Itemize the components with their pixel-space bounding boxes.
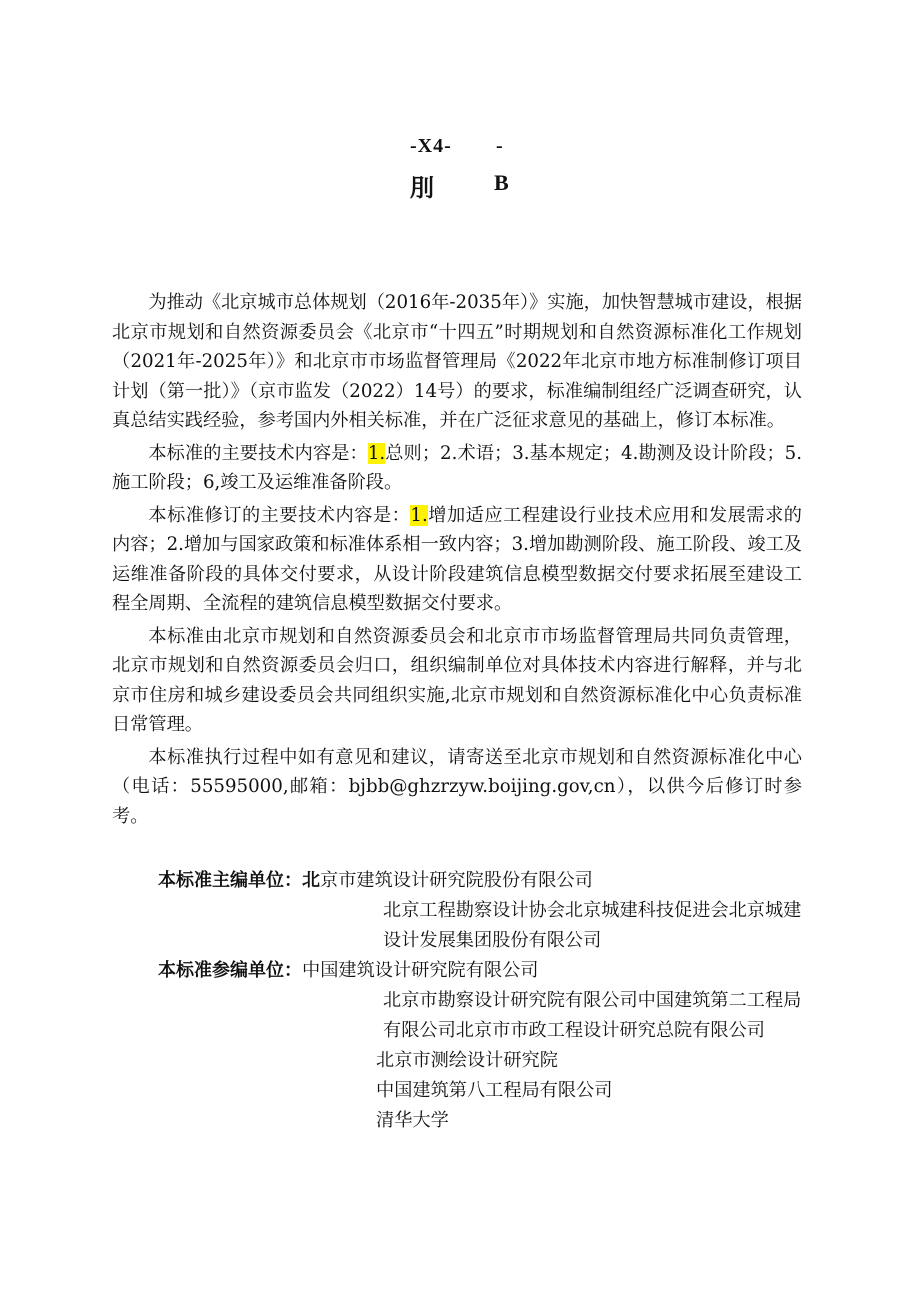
preface-title-left: 刖 [410, 173, 434, 202]
p3-rest: 增加适应工程建设行业技术应用和发展需求的内容；2.增加与国家政策和标准体系相一致内容；3.增加勘测阶段、施工阶段、竣工及运维准备阶段的具体交付要求，从设计阶段建筑信息模型数据交付要求拓展至建设工程全周期、全流程的建筑信息模型数据交付要求。 [112, 504, 802, 614]
p3-highlight: 1. [410, 504, 428, 526]
participating-unit-item: 中国建筑第八工程局有限公司 [376, 1080, 613, 1101]
chief-unit-more: 北京工程勘察设计协会北京城建科技促进会北京城建设计发展集团股份有限公司 [383, 900, 802, 951]
preface-paragraph-3 [112, 501, 802, 619]
page-code-dash: - [496, 135, 503, 157]
chief-unit-first-char: 北 [302, 870, 320, 891]
chief-unit-row [158, 866, 818, 896]
preface-paragraph-4: 本标准由北京市规划和自然资源委员会和北京市市场监督管理局共同负责管理，北京市规划和自然资源委员会归口，组织编制单位对具体技术内容进行解释，并与北京市住房和城乡建设委员会共同组织实施,北京市规划和自然资源标准化中心负责标准日常管理。 [112, 625, 802, 735]
chief-unit-label: 本标准主编单位： [158, 870, 302, 891]
p2-highlight: 1. [367, 442, 386, 464]
participating-unit-item: 清华大学 [376, 1110, 449, 1131]
participating-unit-item: 北京市测绘设计研究院 [376, 1050, 558, 1071]
participating-unit-label: 本标准参编单位： [158, 960, 302, 981]
page-code: -X4- [410, 135, 452, 157]
p2-rest: 总则；2.术语；3.基本规定；4.勘测及设计阶段；5.施工阶段；6,竣工及运维准备阶段。 [112, 442, 802, 493]
participating-unit-row [158, 956, 818, 986]
preface-paragraph-2 [112, 439, 802, 498]
chief-unit-first: 京市建筑设计研究院股份有限公司 [320, 870, 593, 891]
participating-unit-more: 北京市勘察设计研究院有限公司中国建筑第二工程局有限公司北京市市政工程设计研究总院有限公司 [383, 990, 802, 1041]
p3-lead: 本标准修订的主要技术内容是： [148, 504, 411, 526]
preface-title-right: B [494, 170, 509, 195]
preface-paragraph-5: 本标准执行过程中如有意见和建议，请寄送至北京市规划和自然资源标准化中心（电话：55595000,邮箱：bjbb@ghzrzyw.boijing.gov,cn），以供今后修订时参考。 [112, 746, 802, 827]
preface-paragraph-1: 为推动《北京城市总体规划（2016年-2035年）》实施，加快智慧城市建设，根据北京市规划和自然资源委员会《北京市“十四五”时期规划和自然资源标准化工作规划（2021年-2025年）》和北京市市场监督管理局《2022年北京市地方标准制修订项目计划（第一批）》（京市监发（2022）14号）的要求，标准编制组经广泛调查研究，认真总结实践经验，参考国内外相关标准，并在广泛征求意见的基础上，修订本标准。 [112, 292, 802, 431]
drafting-units [158, 866, 818, 1136]
p2-lead: 本标准的主要技术内容是： [148, 442, 368, 464]
preface-body [112, 288, 802, 834]
participating-unit-first: 中国建筑设计研究院有限公司 [302, 960, 539, 981]
